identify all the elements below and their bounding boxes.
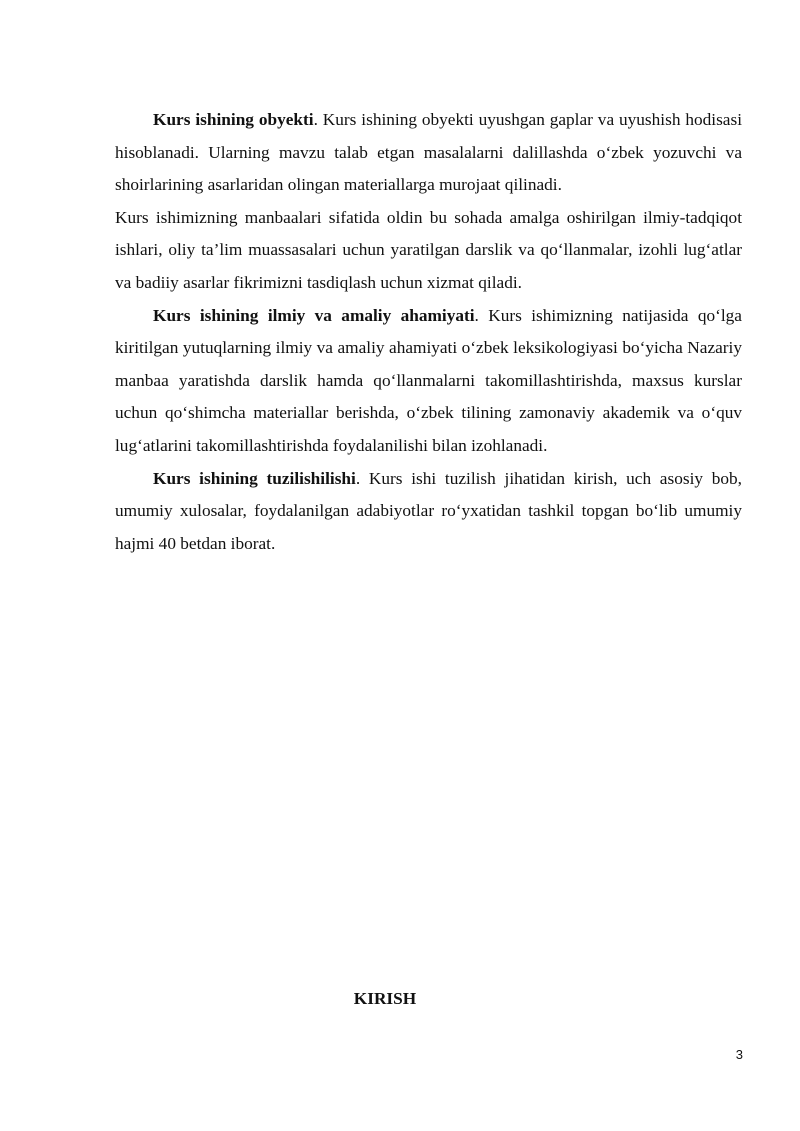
paragraph-ahamiyat-heading: Kurs ishining ilmiy va amaliy ahamiyati [153,305,475,325]
paragraph-manba [115,202,742,300]
paragraph-tuzilish-heading: Kurs ishining tuzilishilishi [153,468,356,488]
paragraph-obyekt-text: . Kurs ishining obyekti uyushgan gaplar va uyushish hodisasi hisoblanadi. Ularning mavzu talab etgan masalalarni dalillashda oʻzbek yozuvchi va shoirlarining asarlaridan olingan materiallarga murojaat qilinadi. [115,110,743,195]
paragraph-obyekt [115,104,742,202]
body-text [115,104,742,560]
paragraph-ahamiyat [115,300,742,463]
page-number: 3 [735,1047,743,1062]
section-heading: KIRISH [353,989,417,1008]
paragraph-ahamiyat-text: . Kurs ishimizning natijasida qoʻlga kiritilgan yutuqlarning ilmiy va amaliy ahamiyati oʻzbek leksikologiyasi boʻyicha Nazariy manbaa yaratishda darslik hamda qoʻllanmalarni takomillashtirishda, maxsus kurslar uchun qoʻshimcha materiallar berishda, oʻzbek tilining zamonaviy akademik va oʻquv lugʻatlarini takomillashtirishda foydalanilishi bilan izohlanadi. [115,305,742,455]
paragraph-obyekt-heading: Kurs ishining obyekti [153,110,314,129]
paragraph-tuzilish [115,463,742,561]
paragraph-tuzilish-text: . Kurs ishi tuzilish jihatidan kirish, uch asosiy bob, umumiy xulosalar, foydalanilgan adabiyotlar roʻyxatidan tashkil topgan boʻlib umumiy hajmi 40 betdan iborat. [115,468,742,553]
paragraph-manba-text: Kurs ishimizning manbaalari sifatida oldin bu sohada amalga oshirilgan ilmiy-tadqiqot ishlari, oliy ta’lim muassasalari uchun yaratilgan darslik va qoʻllanmalar, izohli lugʻatlar va badiiy asarlar fikrimizni tasdiqlash uchun xizmat qiladi. [115,207,742,292]
